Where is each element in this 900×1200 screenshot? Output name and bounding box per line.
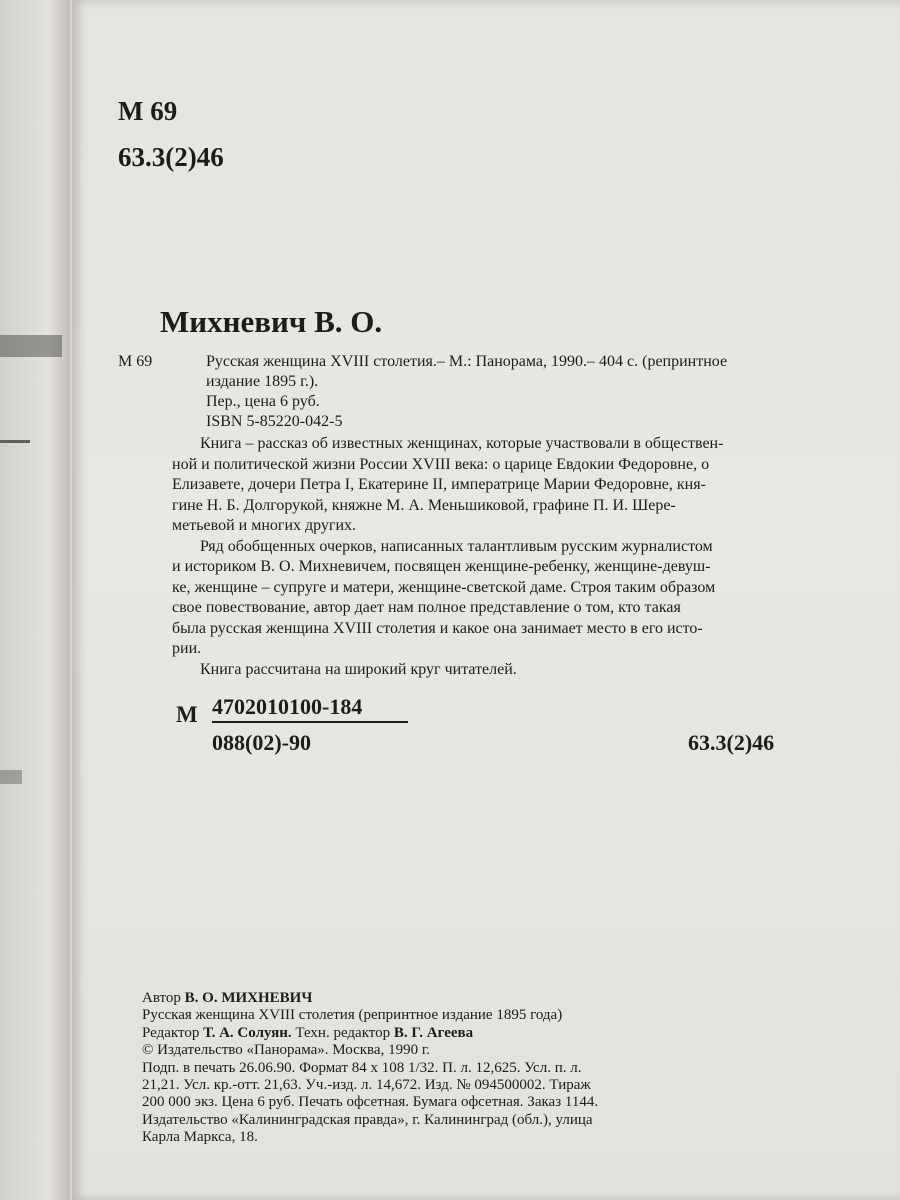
imprint [142,990,862,1147]
imprint-author-name: В. О. МИХНЕВИЧ [184,990,313,1006]
annotation-line: ке, женщине – супруге и матери, женщине-светской даме. Строя таким образом [172,578,716,596]
imprint-line: Издательство «Калининградская правда», г. Калининград (обл.), улица [142,1111,593,1128]
imprint-author-line [142,990,862,1007]
bibliographic-line: Пер., цена 6 руб. [206,393,320,410]
author-heading: Михневич В. О. [160,304,383,339]
annotation-line: Елизавете, дочери Петра I, Екатерине II, императрице Марии Федоровне, кня- [172,476,706,493]
bibliographic-line: ISBN 5-85220-042-5 [206,413,343,430]
annotation-line: Книга – рассказ об известных женщинах, которые участвовали в обществен- [200,435,724,452]
bibliographic-line: Русская женщина XVIII столетия.– М.: Панорама, 1990.– 404 с. (репринтное [206,353,728,370]
imprint-line: © Издательство «Панорама». Москва, 1990 г. [142,1042,431,1059]
facing-page-text-fragment [0,770,22,784]
copyright-page [72,0,900,1200]
annotation-line: была русская женщина XVIII столетия и какое она занимает место в его исто- [172,619,703,637]
imprint-tech-name: В. Г. Агеева [393,1024,474,1041]
annotation-line: свое повествование, автор дает нам полное представление о том, кто такая [172,599,681,616]
imprint-title-line: Русская женщина XVIII столетия (репринтное издание 1895 года) [142,1007,563,1024]
classification-numerator: 4702010100-184 [212,694,408,723]
imprint-editor-line [142,1025,862,1042]
bibliographic-line: издание 1895 г.). [206,373,319,390]
annotation-line: и историком В. О. Михневичем, посвящен женщине-ребенку, женщине-девуш- [172,558,711,575]
bbk-code: 63.3(2)46 [118,142,224,172]
imprint-editor-label: Редактор [142,1024,200,1041]
imprint-author-label: Автор [142,990,181,1006]
imprint-editor-name: Т. А. Солуян. [203,1024,292,1041]
index-code: М 69 [118,96,178,126]
imprint-tech-label: Техн. редактор [295,1024,391,1041]
classification-denominator: 088(02)-90 [212,730,311,755]
imprint-line: Подп. в печать 26.06.90. Формат 84 х 108 1/32. П. л. 12,625. Усл. п. л. [142,1059,582,1076]
facing-page [0,0,70,1200]
annotation-line: гине Н. Б. Долгорукой, княжне М. А. Меньшиковой, графине П. И. Шере- [172,496,676,514]
facing-page-text-fragment [0,335,62,357]
annotation-line: Книга рассчитана на широкий круг читателей. [200,660,517,678]
annotation-line: ной и политической жизни России XVIII века: о царице Евдокии Федоровне, о [172,455,710,473]
annotation-line: Ряд обобщенных очерков, написанных талантливым русским журналистом [200,537,713,555]
annotation [172,434,822,680]
imprint-line: Карла Маркса, 18. [142,1129,258,1146]
classification-bbk: 63.3(2)46 [688,730,775,755]
imprint-line: 200 000 экз. Цена 6 руб. Печать офсетная. Бумага офсетная. Заказ 1144. [142,1094,599,1111]
bibliographic-code: М 69 [118,353,153,370]
bibliographic-body [206,352,816,432]
classification-letter: М [176,702,198,727]
facing-page-rule-fragment [0,440,30,443]
annotation-line: метьевой и многих других. [172,517,357,534]
imprint-line: 21,21. Усл. кр.-отт. 21,63. Уч.-изд. л. 14,672. Изд. № 094500002. Тираж [142,1077,591,1094]
annotation-line: рии. [172,640,202,657]
